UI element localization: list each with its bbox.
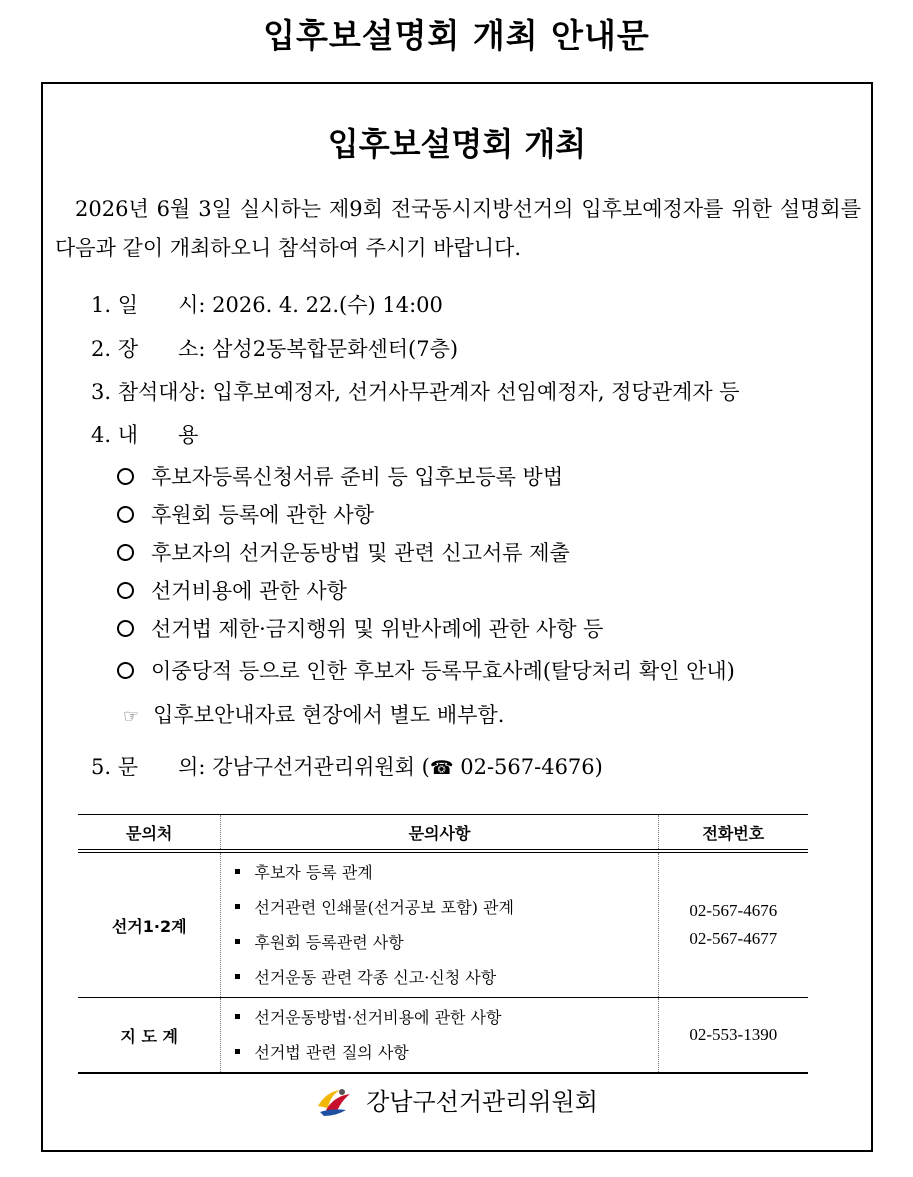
square-bullet-icon	[235, 1049, 240, 1054]
circle-bullet-icon	[117, 582, 134, 599]
square-bullet-icon	[235, 974, 240, 979]
inquiry-cell	[221, 998, 658, 1074]
intro-paragraph	[55, 190, 861, 268]
handout-note	[123, 700, 504, 732]
content-bullet	[117, 500, 374, 530]
item-value: 삼성2동복합문화센터(7층)	[212, 337, 459, 361]
pointing-hand-icon: ☞	[123, 706, 140, 727]
content-bullet-text: 후보자의 선거운동방법 및 관련 신고서류 제출	[151, 541, 570, 565]
table-row	[78, 998, 808, 1074]
item-contents	[91, 420, 198, 450]
header-inquiry: 문의사항	[221, 815, 658, 852]
item-value: 2026. 4. 22.(수) 14:00	[212, 293, 443, 317]
content-bullet-text: 선거비용에 관한 사항	[151, 579, 347, 603]
item-number: 4.	[91, 423, 112, 447]
dept-cell: 지 도 계	[78, 998, 221, 1074]
dept-cell: 선거1·2계	[78, 851, 221, 998]
item-venue	[91, 334, 458, 364]
phone-number: 02-567-4677	[689, 929, 778, 948]
content-bullet	[117, 538, 570, 568]
inquiry-item: 선거운동 관련 각종 신고·신청 사항	[235, 960, 657, 995]
item-attendees	[91, 377, 740, 407]
content-bullet	[117, 656, 735, 686]
item-datetime	[91, 290, 443, 320]
item-number: 2.	[91, 337, 112, 361]
table-row	[78, 851, 808, 998]
inquiry-item: 선거운동방법·선거비용에 관한 사항	[235, 1000, 657, 1035]
circle-bullet-icon	[117, 662, 134, 679]
phone-cell	[658, 998, 808, 1074]
square-bullet-icon	[235, 869, 240, 874]
circle-bullet-icon	[117, 544, 134, 561]
inquiry-item: 후원회 등록관련 사항	[235, 925, 657, 960]
page-title: 입후보설명회 개최 안내문	[263, 16, 650, 55]
inquiry-item: 후보자 등록 관계	[235, 855, 657, 890]
document-heading: 입후보설명회 개최	[327, 125, 587, 163]
item-label: 내 용	[117, 423, 199, 447]
notice-frame	[41, 82, 873, 1152]
intro-text: 2026년 6월 3일 실시하는 제9회 전국동시지방선거의 입후보예정자를 위한 설명회를 다음과 같이 개최하오니 참석하여 주시기 바랍니다.	[55, 197, 861, 260]
content-bullet-text: 선거법 제한·금지행위 및 위반사례에 관한 사항 등	[151, 617, 604, 641]
contact-table	[78, 814, 808, 1074]
circle-bullet-icon	[117, 506, 134, 523]
content-bullet-text: 후보자등록신청서류 준비 등 입후보등록 방법	[151, 465, 564, 489]
telephone-icon: ☎	[429, 757, 454, 779]
item-label: 참석대상:	[117, 380, 206, 404]
footer-org-name: 강남구선거관리위원회	[366, 1088, 598, 1116]
circle-bullet-icon	[117, 468, 134, 485]
square-bullet-icon	[235, 904, 240, 909]
content-bullet-text: 이중당적 등으로 인한 후보자 등록무효사례(탈당처리 확인 안내)	[151, 659, 735, 683]
table-header-row	[78, 815, 808, 852]
square-bullet-icon	[235, 1014, 240, 1019]
inquiry-phone: 02-567-4676	[460, 755, 595, 779]
content-bullet	[117, 576, 347, 606]
inquiry-item: 선거법 관련 질의 사항	[235, 1035, 657, 1070]
circle-bullet-icon	[117, 620, 134, 637]
inquiry-cell	[221, 851, 658, 998]
header-phone: 전화번호	[658, 815, 808, 852]
content-bullet	[117, 614, 603, 644]
item-value: 입후보예정자, 선거사무관계자 선임예정자, 정당관계자 등	[212, 380, 740, 404]
phone-cell	[658, 851, 808, 998]
inquiry-item: 선거관련 인쇄물(선거공보 포함) 관계	[235, 890, 657, 925]
square-bullet-icon	[235, 939, 240, 944]
item-label: 장 소:	[117, 337, 206, 361]
item-label: 문 의:	[117, 755, 206, 779]
header-contact: 문의처	[78, 815, 221, 852]
handout-note-text: 입후보안내자료 현장에서 별도 배부함.	[153, 703, 505, 727]
phone-number: 02-567-4676	[689, 901, 778, 920]
phone-number: 02-553-1390	[689, 1025, 778, 1044]
content-bullet	[117, 462, 563, 492]
item-number: 3.	[91, 380, 112, 404]
election-commission-logo-icon	[316, 1086, 352, 1118]
footer-organization	[43, 1084, 871, 1120]
item-label: 일 시:	[117, 293, 206, 317]
item-number: 5.	[91, 755, 112, 779]
item-inquiry: 5. 문 의: 강남구선거관리위원회 (☎ 02-567-4676)	[91, 755, 603, 779]
item-number: 1.	[91, 293, 112, 317]
content-bullet-text: 후원회 등록에 관한 사항	[151, 503, 374, 527]
inquiry-org: 강남구선거관리위원회	[212, 755, 415, 779]
